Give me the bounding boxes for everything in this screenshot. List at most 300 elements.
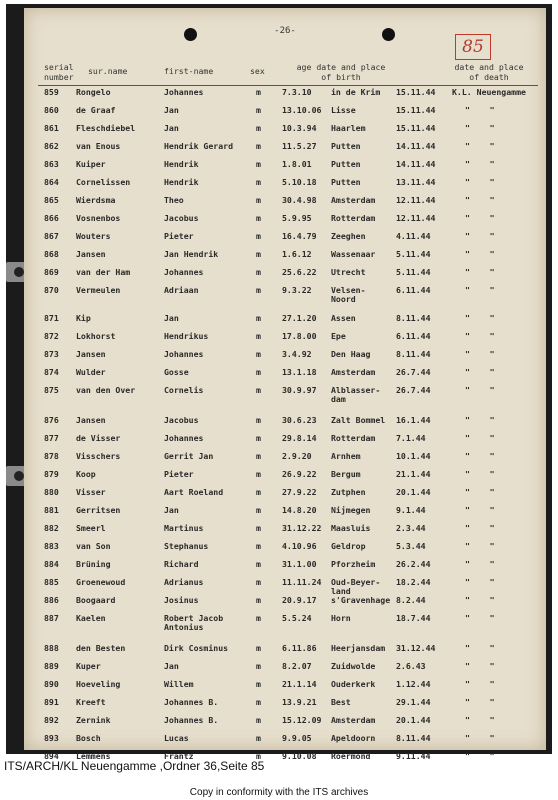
cell-dob: 26.9.22 (282, 469, 317, 479)
cell-pob: Horn (331, 613, 351, 623)
cell-sex: m (256, 733, 261, 743)
cell-pob: Zuidwolde (331, 661, 376, 671)
cell-pob: Roermond (331, 751, 371, 761)
cell-pob: Amsterdam (331, 367, 376, 377)
cell-dod: 12.11.44 (396, 195, 436, 205)
cell-surname: Vosnenbos (76, 213, 121, 223)
cell-surname: Fleschdiebel (76, 123, 136, 133)
cell-pob: Rotterdam (331, 433, 376, 443)
cell-sex: m (256, 87, 261, 97)
cell-first: Richard (164, 559, 199, 569)
cell-dod: 29.1.44 (396, 697, 431, 707)
cell-serial: 894 (44, 751, 59, 761)
cell-dod: 14.11.44 (396, 159, 436, 169)
cell-first: Jacobus (164, 213, 199, 223)
document-page (24, 8, 546, 761)
cell-serial: 872 (44, 331, 59, 341)
cell-first: Robert Jacob Antonius (164, 613, 224, 632)
cell-first: Jacobus (164, 415, 199, 425)
cell-surname: Kreeft (76, 697, 106, 707)
cell-pob: Putten (331, 159, 361, 169)
cell-dod: 20.1.44 (396, 715, 431, 725)
cell-pod: " " (465, 267, 495, 277)
cell-sex: m (256, 487, 261, 497)
header-sex: sex (250, 66, 265, 76)
cell-pod: " " (465, 643, 495, 653)
cell-sex: m (256, 385, 261, 395)
cell-serial: 863 (44, 159, 59, 169)
cell-dod: 8.11.44 (396, 733, 431, 743)
cell-first: Aart Roeland (164, 487, 224, 497)
cell-pod: " " (465, 523, 495, 533)
cell-pob: Oud-Beyer- land (331, 577, 381, 596)
cell-dob: 27.1.20 (282, 313, 317, 323)
cell-pob: Haarlem (331, 123, 366, 133)
cell-dod: 15.11.44 (396, 105, 436, 115)
cell-dod: 4.11.44 (396, 231, 431, 241)
cell-dod: 18.2.44 (396, 577, 431, 587)
cell-dod: 12.11.44 (396, 213, 436, 223)
cell-dob: 30.4.98 (282, 195, 317, 205)
cell-surname: Vermeulen (76, 285, 121, 295)
cell-pob: Best (331, 697, 351, 707)
cell-dob: 13.1.18 (282, 367, 317, 377)
cell-sex: m (256, 349, 261, 359)
cell-dod: 5.11.44 (396, 249, 431, 259)
cell-surname: Jansen (76, 415, 106, 425)
cell-first: Willem (164, 679, 194, 689)
cell-first: Johannes B. (164, 697, 219, 707)
cell-first: Martinus (164, 523, 204, 533)
cell-serial: 869 (44, 267, 59, 277)
cell-first: Cornelis (164, 385, 204, 395)
cell-dob: 3.4.92 (282, 349, 312, 359)
cell-pob: Nijmegen (331, 505, 371, 515)
cell-dod: 9.11.44 (396, 751, 431, 761)
cell-surname: Kuper (76, 661, 101, 671)
cell-dod: 31.12.44 (396, 643, 436, 653)
cell-surname: Wulder (76, 367, 106, 377)
cell-serial: 859 (44, 87, 59, 97)
cell-first: Pieter (164, 231, 194, 241)
header-serial: serial number (44, 62, 74, 82)
cell-serial: 861 (44, 123, 59, 133)
cell-serial: 892 (44, 715, 59, 725)
cell-pod: " " (465, 331, 495, 341)
cell-surname: Wierdsma (76, 195, 116, 205)
cell-dob: 29.8.14 (282, 433, 317, 443)
cell-sex: m (256, 613, 261, 623)
cell-sex: m (256, 249, 261, 259)
cell-pob: Den Haag (331, 349, 371, 359)
cell-surname: Brüning (76, 559, 111, 569)
cell-surname: van Enous (76, 141, 121, 151)
cell-serial: 887 (44, 613, 59, 623)
cell-sex: m (256, 679, 261, 689)
cell-sex: m (256, 141, 261, 151)
cell-pod: " " (465, 195, 495, 205)
cell-pod: " " (465, 123, 495, 133)
cell-first: Lucas (164, 733, 189, 743)
cell-pob: Lisse (331, 105, 356, 115)
cell-pod: " " (465, 541, 495, 551)
cell-dob: 7.3.10 (282, 87, 312, 97)
cell-dob: 17.8.00 (282, 331, 317, 341)
cell-pod: " " (465, 577, 495, 587)
header-rule (38, 85, 538, 86)
cell-dod: 18.7.44 (396, 613, 431, 623)
cell-pod: " " (465, 733, 495, 743)
cell-sex: m (256, 231, 261, 241)
cell-surname: Groenewoud (76, 577, 126, 587)
cell-dod: 9.1.44 (396, 505, 426, 515)
cell-serial: 870 (44, 285, 59, 295)
cell-dod: 15.11.44 (396, 123, 436, 133)
cell-dod: 21.1.44 (396, 469, 431, 479)
cell-first: Frantz (164, 751, 194, 761)
cell-dob: 8.2.07 (282, 661, 312, 671)
cell-first: Johannes (164, 433, 204, 443)
cell-dob: 14.8.20 (282, 505, 317, 515)
cell-serial: 871 (44, 313, 59, 323)
cell-serial: 880 (44, 487, 59, 497)
cell-dod: 26.7.44 (396, 367, 431, 377)
cell-serial: 893 (44, 733, 59, 743)
cell-serial: 888 (44, 643, 59, 653)
cell-pob: Putten (331, 141, 361, 151)
cell-dod: 20.1.44 (396, 487, 431, 497)
cell-sex: m (256, 523, 261, 533)
cell-serial: 867 (44, 231, 59, 241)
cell-pod: " " (465, 505, 495, 515)
cell-serial: 877 (44, 433, 59, 443)
cell-pod: " " (465, 559, 495, 569)
cell-pob: in de Krim (331, 87, 381, 97)
cell-surname: Jansen (76, 349, 106, 359)
cell-dob: 9.9.05 (282, 733, 312, 743)
cell-sex: m (256, 595, 261, 605)
cell-dod: 13.11.44 (396, 177, 436, 187)
cell-dod: 14.11.44 (396, 141, 436, 151)
cell-dod: 7.1.44 (396, 433, 426, 443)
header-first-name: first-name (164, 66, 214, 76)
cell-sex: m (256, 469, 261, 479)
cell-pob: Wassenaar (331, 249, 376, 259)
cell-dod: 8.11.44 (396, 313, 431, 323)
cell-sex: m (256, 643, 261, 653)
cell-first: Stephanus (164, 541, 209, 551)
folio-stamp: 85 (455, 34, 491, 60)
cell-serial: 890 (44, 679, 59, 689)
cell-sex: m (256, 697, 261, 707)
cell-serial: 886 (44, 595, 59, 605)
cell-dod: 1.12.44 (396, 679, 431, 689)
table-row (24, 386, 546, 406)
cell-surname: den Besten (76, 643, 126, 653)
cell-sex: m (256, 559, 261, 569)
cell-surname: Gerritsen (76, 505, 121, 515)
cell-surname: Visser (76, 487, 106, 497)
cell-dob: 16.4.79 (282, 231, 317, 241)
cell-dob: 11.11.24 (282, 577, 322, 587)
cell-dod: 10.1.44 (396, 451, 431, 461)
cell-sex: m (256, 267, 261, 277)
cell-pod: " " (465, 613, 495, 623)
cell-surname: Lemmens (76, 751, 111, 761)
cell-dob: 2.9.20 (282, 451, 312, 461)
cell-sex: m (256, 577, 261, 587)
cell-sex: m (256, 415, 261, 425)
cell-pod: " " (465, 105, 495, 115)
cell-first: Hendrik (164, 177, 199, 187)
cell-first: Johannes (164, 87, 204, 97)
cell-dob: 4.10.96 (282, 541, 317, 551)
cell-sex: m (256, 751, 261, 761)
cell-serial: 864 (44, 177, 59, 187)
cell-dob: 31.12.22 (282, 523, 322, 533)
cell-first: Josinus (164, 595, 199, 605)
cell-first: Dirk Cosminus (164, 643, 229, 653)
cell-first: Johannes (164, 349, 204, 359)
cell-surname: van der Ham (76, 267, 131, 277)
cell-dod: 16.1.44 (396, 415, 431, 425)
cell-serial: 862 (44, 141, 59, 151)
cell-dod: 8.11.44 (396, 349, 431, 359)
cell-serial: 885 (44, 577, 59, 587)
cell-pod: " " (465, 159, 495, 169)
cell-serial: 882 (44, 523, 59, 533)
cell-surname: de Graaf (76, 105, 116, 115)
cell-dob: 11.5.27 (282, 141, 317, 151)
cell-first: Jan (164, 505, 179, 515)
cell-sex: m (256, 367, 261, 377)
cell-first: Jan (164, 105, 179, 115)
cell-first: Gosse (164, 367, 189, 377)
cell-pod: " " (465, 595, 495, 605)
cell-dod: 6.11.44 (396, 331, 431, 341)
cell-surname: Smeerl (76, 523, 106, 533)
cell-surname: Lokhorst (76, 331, 116, 341)
header-surname: sur.name (88, 66, 128, 76)
cell-dob: 27.9.22 (282, 487, 317, 497)
cell-dod: 8.2.44 (396, 595, 426, 605)
cell-dob: 1.6.12 (282, 249, 312, 259)
cell-dob: 10.3.94 (282, 123, 317, 133)
cell-pod: " " (465, 751, 495, 761)
cell-sex: m (256, 451, 261, 461)
cell-dob: 25.6.22 (282, 267, 317, 277)
cell-dod: 15.11.44 (396, 87, 436, 97)
cell-dod: 2.6.43 (396, 661, 426, 671)
cell-dob: 5.10.18 (282, 177, 317, 187)
cell-pob: s'Gravenhage (331, 595, 391, 605)
cell-pob: Putten (331, 177, 361, 187)
cell-dob: 31.1.00 (282, 559, 317, 569)
cell-first: Johannes B. (164, 715, 219, 725)
cell-dob: 9.10.08 (282, 751, 317, 761)
cell-sex: m (256, 177, 261, 187)
cell-first: Pieter (164, 469, 194, 479)
cell-pod: " " (465, 177, 495, 187)
cell-surname: Hoeveling (76, 679, 121, 689)
cell-dod: 6.11.44 (396, 285, 431, 295)
cell-dob: 30.6.23 (282, 415, 317, 425)
cell-pob: Heerjansdam (331, 643, 386, 653)
archive-reference: ITS/ARCH/KL Neuengamme ,Ordner 36,Seite 85 (4, 759, 265, 773)
cell-surname: Kuiper (76, 159, 106, 169)
cell-surname: Wouters (76, 231, 111, 241)
cell-first: Theo (164, 195, 184, 205)
cell-sex: m (256, 505, 261, 515)
cell-pod: " " (465, 415, 495, 425)
cell-dod: 5.11.44 (396, 267, 431, 277)
cell-surname: Jansen (76, 249, 106, 259)
cell-pod: " " (465, 231, 495, 241)
cell-first: Johannes (164, 267, 204, 277)
cell-pod: " " (465, 469, 495, 479)
cell-serial: 873 (44, 349, 59, 359)
cell-pob: Alblasser- dam (331, 385, 381, 404)
cell-pod: " " (465, 141, 495, 151)
cell-serial: 881 (44, 505, 59, 515)
cell-surname: van den Over (76, 385, 136, 395)
cell-pod: K.L. Neuengamme (452, 87, 526, 97)
cell-pob: Assen (331, 313, 356, 323)
cell-serial: 891 (44, 697, 59, 707)
cell-first: Gerrit Jan (164, 451, 214, 461)
cell-first: Jan Hendrik (164, 249, 219, 259)
cell-serial: 876 (44, 415, 59, 425)
cell-pob: Zalt Bommel (331, 415, 386, 425)
cell-sex: m (256, 285, 261, 295)
cell-serial: 879 (44, 469, 59, 479)
cell-dob: 6.11.86 (282, 643, 317, 653)
cell-surname: Visschers (76, 451, 121, 461)
page-number: -26- (274, 26, 296, 36)
cell-serial: 866 (44, 213, 59, 223)
cell-dob: 1.8.01 (282, 159, 312, 169)
cell-pod: " " (465, 313, 495, 323)
header-birth: age date and place of birth (296, 62, 386, 82)
cell-first: Hendrikus (164, 331, 209, 341)
cell-pod: " " (465, 249, 495, 259)
cell-surname: Zernink (76, 715, 111, 725)
cell-pob: Arnhem (331, 451, 361, 461)
cell-dob: 13.9.21 (282, 697, 317, 707)
cell-pob: Velsen- Noord (331, 285, 366, 304)
cell-first: Adrianus (164, 577, 204, 587)
cell-surname: Cornelissen (76, 177, 131, 187)
cell-first: Hendrik Gerard (164, 141, 234, 151)
cell-pod: " " (465, 715, 495, 725)
cell-sex: m (256, 105, 261, 115)
cell-dob: 30.9.97 (282, 385, 317, 395)
cell-serial: 865 (44, 195, 59, 205)
cell-first: Adriaan (164, 285, 199, 295)
cell-pod: " " (465, 367, 495, 377)
cell-pob: Maasluis (331, 523, 371, 533)
cell-serial: 874 (44, 367, 59, 377)
cell-pob: Rotterdam (331, 213, 376, 223)
cell-surname: Kip (76, 313, 91, 323)
cell-pod: " " (465, 487, 495, 497)
cell-surname: de Visser (76, 433, 121, 443)
cell-first: Jan (164, 661, 179, 671)
cell-pod: " " (465, 285, 495, 295)
cell-serial: 868 (44, 249, 59, 259)
cell-first: Jan (164, 313, 179, 323)
cell-pob: Zutphen (331, 487, 366, 497)
cell-sex: m (256, 159, 261, 169)
cell-surname: Rongelo (76, 87, 111, 97)
cell-dod: 5.3.44 (396, 541, 426, 551)
cell-first: Hendrik (164, 159, 199, 169)
cell-dob: 15.12.09 (282, 715, 322, 725)
cell-pod: " " (465, 679, 495, 689)
cell-serial: 875 (44, 385, 59, 395)
cell-dob: 20.9.17 (282, 595, 317, 605)
cell-pod: " " (465, 697, 495, 707)
cell-dod: 26.7.44 (396, 385, 431, 395)
header-death: date and place of death (454, 62, 524, 82)
cell-pob: Ouderkerk (331, 679, 376, 689)
cell-sex: m (256, 123, 261, 133)
cell-pod: " " (465, 661, 495, 671)
cell-dob: 5.9.95 (282, 213, 312, 223)
cell-sex: m (256, 213, 261, 223)
cell-serial: 860 (44, 105, 59, 115)
cell-pod: " " (465, 349, 495, 359)
cell-pod: " " (465, 433, 495, 443)
cell-sex: m (256, 313, 261, 323)
cell-pob: Epe (331, 331, 346, 341)
cell-sex: m (256, 661, 261, 671)
cell-serial: 889 (44, 661, 59, 671)
cell-pob: Zeeghen (331, 231, 366, 241)
conformity-note: Copy in conformity with the ITS archives (189, 787, 369, 798)
cell-pob: Bergum (331, 469, 361, 479)
table-row (24, 614, 546, 634)
cell-dob: 13.10.06 (282, 105, 322, 115)
cell-pob: Utrecht (331, 267, 366, 277)
cell-surname: Boogaard (76, 595, 116, 605)
cell-dob: 5.5.24 (282, 613, 312, 623)
cell-pod: " " (465, 385, 495, 395)
cell-pod: " " (465, 451, 495, 461)
table-row (24, 286, 546, 306)
cell-surname: Bosch (76, 733, 101, 743)
cell-dob: 21.1.14 (282, 679, 317, 689)
cell-first: Jan (164, 123, 179, 133)
cell-dod: 26.2.44 (396, 559, 431, 569)
cell-pob: Amsterdam (331, 195, 376, 205)
cell-pob: Geldrop (331, 541, 366, 551)
cell-dod: 2.3.44 (396, 523, 426, 533)
cell-pob: Amsterdam (331, 715, 376, 725)
cell-dob: 9.3.22 (282, 285, 312, 295)
cell-serial: 883 (44, 541, 59, 551)
cell-serial: 878 (44, 451, 59, 461)
cell-pob: Pforzheim (331, 559, 376, 569)
cell-sex: m (256, 541, 261, 551)
cell-surname: Kaelen (76, 613, 106, 623)
cell-serial: 884 (44, 559, 59, 569)
cell-sex: m (256, 433, 261, 443)
cell-sex: m (256, 195, 261, 205)
cell-sex: m (256, 331, 261, 341)
cell-pod: " " (465, 213, 495, 223)
cell-pob: Apeldoorn (331, 733, 376, 743)
